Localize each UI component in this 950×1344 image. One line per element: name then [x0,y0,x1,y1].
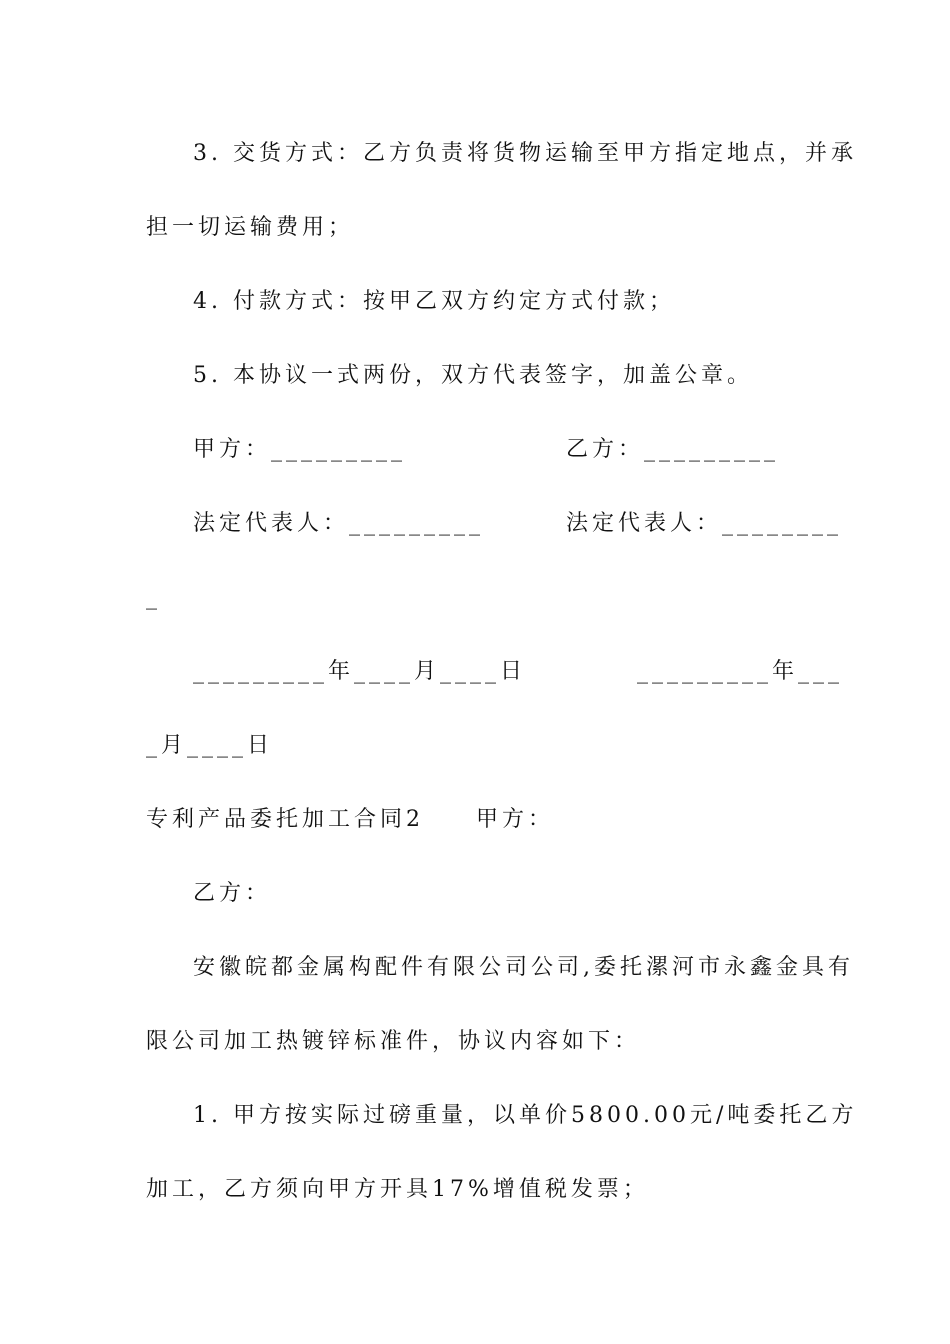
term-1-line-2: 加工，乙方须向甲方开具17%增值税发票； [146,1177,649,1202]
date-a: _________年____月____日 [193,659,527,684]
contract-2-party-b: 乙方： [193,881,272,906]
item-4: 4. 付款方式：按甲乙双方约定方式付款； [193,289,675,314]
legal-rep-a: 法定代表人：_________ [193,511,485,536]
legal-rep-b-wrap: _ [146,585,161,610]
term-1-line-1: 1. 甲方按实际过磅重量，以单价5800.00元/吨委托乙方 [193,1103,858,1128]
item-5: 5. 本协议一式两份，双方代表签字，加盖公章。 [193,363,753,388]
contract-2-heading: 专利产品委托加工合同2 甲方： [146,807,554,832]
item-3-line-1: 3. 交货方式：乙方负责将货物运输至甲方指定地点，并承 [193,141,857,166]
legal-rep-b: 法定代表人：________ [566,511,843,536]
party-a-signature: 甲方：_________ [193,437,407,462]
party-b-signature: 乙方：_________ [566,437,780,462]
item-3-line-2: 担一切运输费用； [146,215,355,240]
date-b-line-1: _________年___ [637,659,844,684]
intro-line-2: 限公司加工热镀锌标准件，协议内容如下： [146,1029,641,1054]
intro-line-1: 安徽皖都金属构配件有限公司公司,委托漯河市永鑫金具有 [193,955,854,980]
date-b-line-2: _月____日 [146,733,274,758]
